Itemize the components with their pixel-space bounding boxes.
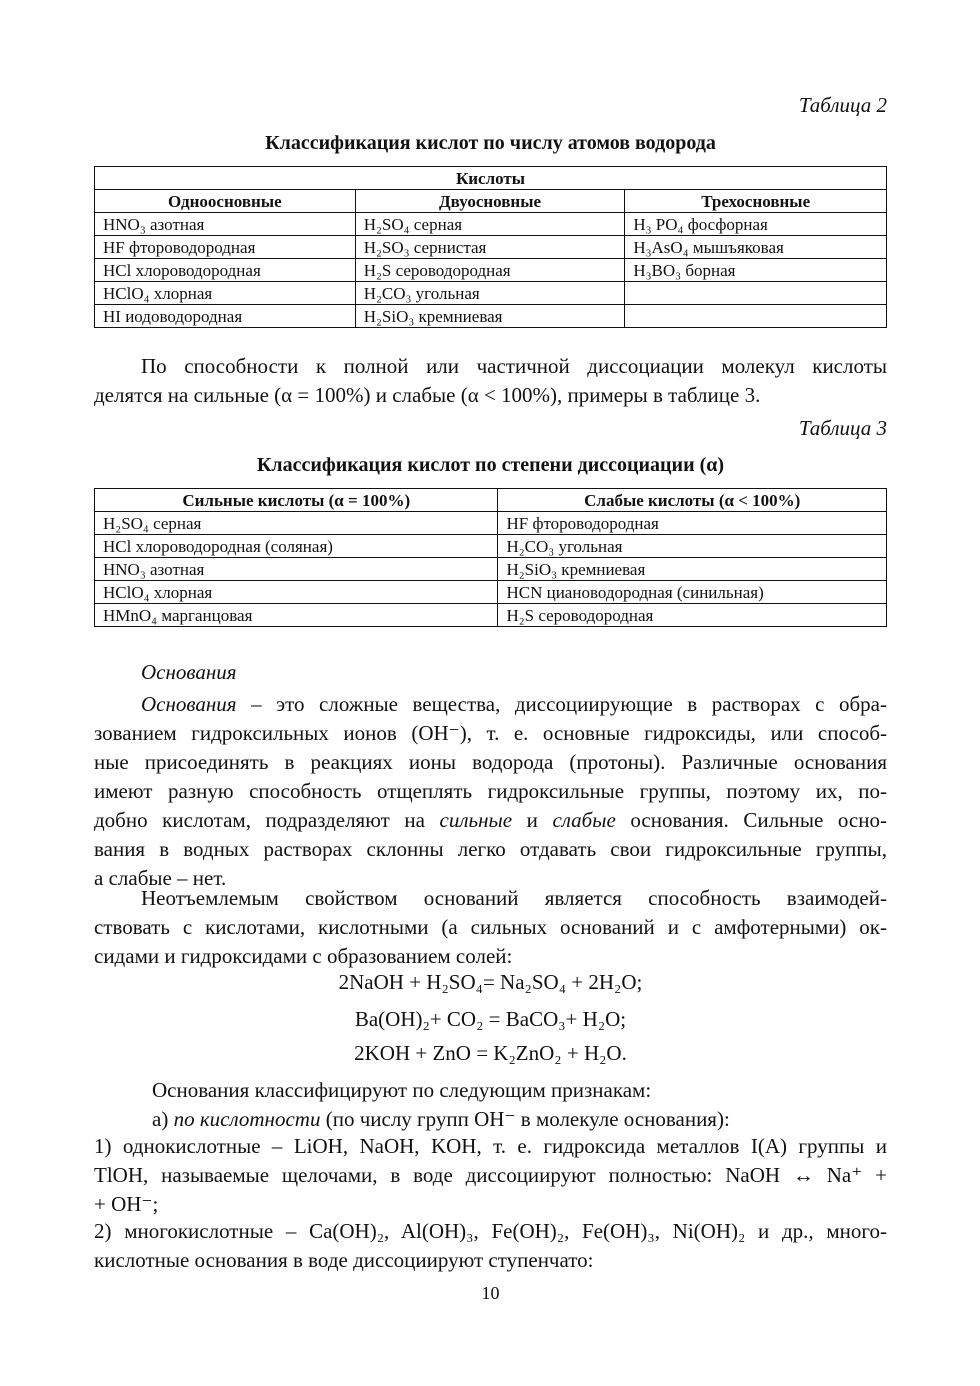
classification-item-a: а) по кислотности (по числу групп OH⁻ в молекуле основания): <box>152 1107 730 1131</box>
weak-term: слабые <box>552 808 616 832</box>
table-cell <box>625 305 887 328</box>
paragraph-line: добно кислотам, подразделяют на сильные и слабые основания. Сильные осно- <box>94 808 887 832</box>
table-cell: HClO₄ хлорная <box>95 282 356 305</box>
table-cell: HI иодоводородная <box>95 305 356 328</box>
table-row <box>95 581 887 604</box>
dissociation-paragraph <box>94 352 887 410</box>
table-cell: HF фтороводородная <box>95 236 356 259</box>
classification-item-2 <box>94 1217 887 1275</box>
table-cell: H₃ PO₄ фосфорная <box>625 213 887 236</box>
table-cell: H₂SO₃ сернистая <box>355 236 625 259</box>
table2-header-row <box>95 190 887 213</box>
paragraph-line: а слабые – нет. <box>94 866 227 890</box>
bases-heading: Основания <box>141 660 237 684</box>
bases-definition-paragraph <box>94 690 887 893</box>
paragraph-line: 2) многокислотные – Ca(OH)₂, Al(OH)₃, Fe(OH)₂, Fe(OH)₃, Ni(OH)₂ и др., много- <box>94 1219 887 1243</box>
paragraph-line: зованием гидроксильных ионов (OH⁻), т. е. основные гидроксиды, или способ- <box>94 721 887 745</box>
table-cell: H₂SiO₃ кремниевая <box>498 558 887 581</box>
equation: 2KOH + ZnO = K₂ZnO₂ + H₂O. <box>354 1041 627 1065</box>
table-row <box>95 512 887 535</box>
paragraph-line: ные присоединять в реакциях ионы водорода (протоны). Различные основания <box>94 750 887 774</box>
classification-intro <box>94 1076 887 1134</box>
page-number: 10 <box>481 1283 500 1303</box>
table3-title: Классификация кислот по степени диссоциации (α) <box>256 454 725 476</box>
acidity-term: по кислотности <box>173 1107 321 1131</box>
table-cell: HMnO₄ марганцовая <box>95 604 498 627</box>
paragraph-line: Основания классифицируют по следующим признакам: <box>152 1078 652 1102</box>
table-cell: HCN циановодородная (синильная) <box>498 581 887 604</box>
table-cell: H₂CO₃ угольная <box>498 535 887 558</box>
paragraph-line: сидами и гидроксидами с образованием солей: <box>94 944 513 968</box>
table-cell: H₂CO₃ угольная <box>355 282 625 305</box>
table-cell <box>625 282 887 305</box>
table-row <box>95 305 887 328</box>
paragraph-line: 1) однокислотные – LiOH, NaOH, KOH, т. е. гидроксида металлов I(A) группы и <box>94 1134 887 1158</box>
table2 <box>94 166 887 328</box>
table-row <box>95 282 887 305</box>
table-cell: HCl хлороводородная (соляная) <box>95 535 498 558</box>
table-row <box>95 535 887 558</box>
table-row <box>95 236 887 259</box>
bases-properties-paragraph <box>94 884 887 971</box>
section-heading <box>94 658 887 687</box>
paragraph-line: делятся на сильные (α = 100%) и слабые (α < 100%), примеры в таблице 3. <box>94 383 761 407</box>
table2-title: Классификация кислот по числу атомов водорода <box>265 132 716 154</box>
equation: 2NaOH + H₂SO₄= Na₂SO₄ + 2H₂O; <box>338 970 643 994</box>
table-cell: H₃AsO₄ мышъяковая <box>625 236 887 259</box>
table-cell: H₂SiO₃ кремниевая <box>355 305 625 328</box>
table2-group-row <box>95 167 887 190</box>
equation: Ba(OH)₂+ CO₂ = BaCO₃+ H₂O; <box>354 1007 627 1031</box>
paragraph-line: По способности к полной или частичной диссоциации молекул кислоты <box>141 354 887 378</box>
table-row <box>95 558 887 581</box>
bases-term: Основания <box>141 692 237 716</box>
table-cell: H₃BO₃ борная <box>625 259 887 282</box>
paragraph-line: TlOH, называемые щелочами, в воде диссоциируют полностью: NaOH ↔ Na⁺ + <box>94 1163 887 1187</box>
table2-header: Одноосновные <box>95 190 356 213</box>
paragraph-line: имеют разную способность отщеплять гидроксильные группы, поэтому их, по- <box>94 779 887 803</box>
table-cell: HCl хлороводородная <box>95 259 356 282</box>
paragraph-line: Основания – это сложные вещества, диссоциирующие в растворах с обра- <box>141 692 887 716</box>
table3-caption: Таблица 3 <box>798 416 887 440</box>
table3-header-row <box>95 489 887 512</box>
table3 <box>94 488 887 627</box>
table2-header: Двуосновные <box>355 190 625 213</box>
table2-caption: Таблица 2 <box>798 93 887 117</box>
table-cell: H₂S сероводородная <box>355 259 625 282</box>
table-row <box>95 604 887 627</box>
classification-item-1 <box>94 1132 887 1219</box>
table-row <box>95 213 887 236</box>
table-cell: H₂SO₄ серная <box>95 512 498 535</box>
paragraph-line: кислотные основания в воде диссоциируют ступенчато: <box>94 1248 594 1272</box>
paragraph-line: вания в водных растворах склонны легко отдавать свои гидроксильные группы, <box>94 837 887 861</box>
table-row <box>95 259 887 282</box>
table3-header: Сильные кислоты (α = 100%) <box>95 489 498 512</box>
paragraph-line: + OH⁻; <box>94 1192 159 1216</box>
table2-header: Трехосновные <box>625 190 887 213</box>
table3-header: Слабые кислоты (α < 100%) <box>498 489 887 512</box>
paragraph-line: ствовать с кислотами, кислотными (а сильных оснований и с амфотерными) ок- <box>94 915 887 939</box>
table-cell: HClO₄ хлорная <box>95 581 498 604</box>
strong-term: сильные <box>439 808 513 832</box>
paragraph-line: Неотъемлемым свойством оснований является способность взаимодей- <box>141 886 887 910</box>
table-cell: HF фтороводородная <box>498 512 887 535</box>
table-cell: H₂S сероводородная <box>498 604 887 627</box>
table-cell: H₂SO₄ серная <box>355 213 625 236</box>
table-cell: HNO₃ азотная <box>95 213 356 236</box>
table2-group-header: Кислоты <box>95 167 887 190</box>
table-cell: HNO₃ азотная <box>95 558 498 581</box>
